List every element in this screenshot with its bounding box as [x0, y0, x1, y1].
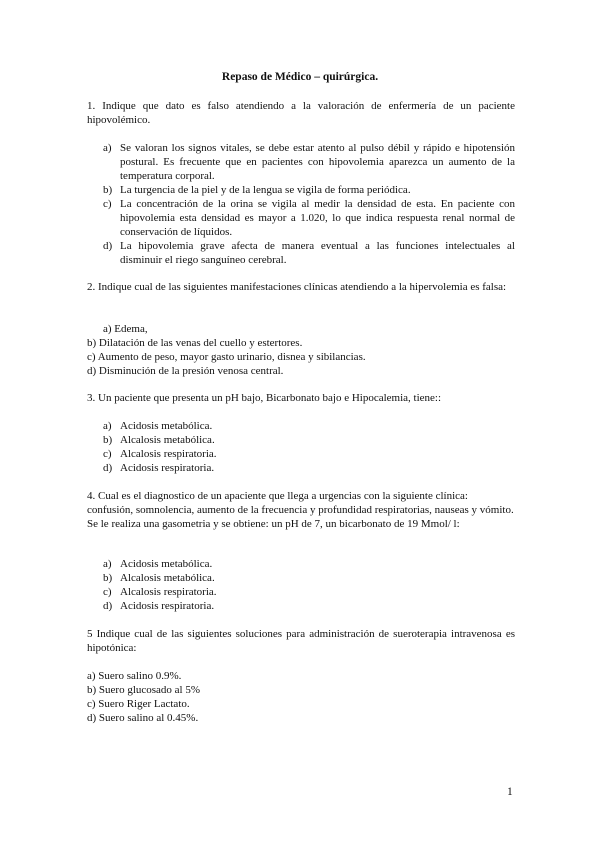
option-label: b)	[103, 572, 113, 584]
option-label: d)	[103, 240, 113, 252]
list-item: b) Dilatación de las venas del cuello y estertores.	[87, 337, 303, 349]
option-text: Acidosis metabólica.	[120, 558, 213, 570]
list-item	[87, 419, 515, 433]
option-text: Acidosis respiratoria.	[120, 600, 215, 612]
option-label: c)	[103, 198, 112, 210]
question-2-options	[87, 322, 515, 378]
question-1: 1. Indique que dato es falso atendiendo a la valoración de enfermería de un paciente hipovolémico.	[87, 100, 515, 126]
option-label: b)	[103, 184, 113, 196]
list-item	[87, 585, 515, 599]
list-item	[87, 183, 515, 197]
list-item: a) Edema,	[103, 323, 148, 335]
question-3: 3. Un paciente que presenta un pH bajo, Bicarbonato bajo e Hipocalemia, tiene::	[87, 392, 442, 404]
page-number: 1	[507, 786, 513, 798]
option-text: Acidosis metabólica.	[120, 420, 213, 432]
option-text: Alcalosis respiratoria.	[120, 586, 217, 598]
option-text: La turgencia de la piel y de la lengua se vigila de forma periódica.	[120, 184, 411, 196]
list-item	[87, 141, 515, 183]
option-label: d)	[103, 600, 113, 612]
question-1-options	[87, 141, 515, 267]
question-2: 2. Indique cual de las siguientes manifestaciones clínicas atendiendo a la hipervolemia es falsa:	[87, 281, 507, 293]
list-item	[87, 197, 515, 239]
option-text: La hipovolemia grave afecta de manera eventual a las funciones intelectuales al disminuir el riego sanguíneo cerebral.	[120, 240, 515, 266]
option-text: Alcalosis metabólica.	[120, 572, 215, 584]
list-item	[87, 239, 515, 267]
option-label: c)	[103, 586, 112, 598]
option-label: a)	[103, 420, 112, 432]
list-item: c) Aumento de peso, mayor gasto urinario, disnea y sibilancias.	[87, 351, 366, 363]
option-text: Se valoran los signos vitales, se debe estar atento al pulso débil y rápido e hipotensión postural. Es frecuente que en pacientes con hipovolemia aparezca un aumento de la temperatura corporal.	[120, 142, 515, 182]
question-4-options	[87, 557, 515, 613]
option-label: a)	[103, 558, 112, 570]
list-item	[87, 447, 515, 461]
list-item: b) Suero glucosado al 5%	[87, 684, 201, 696]
option-text: La concentración de la orina se vigila al medir la densidad de esta. En paciente con hipovolemia esta densidad es mayor a 1.020, lo que indica respuesta renal normal de conservación de líquidos.	[120, 198, 515, 238]
option-label: d)	[103, 462, 113, 474]
option-text: Alcalosis metabólica.	[120, 434, 215, 446]
document-title: Repaso de Médico – quirúrgica.	[221, 71, 379, 83]
option-text: Acidosis respiratoria.	[120, 462, 215, 474]
list-item	[87, 599, 515, 613]
question-5-options	[87, 669, 515, 725]
question-3-options	[87, 419, 515, 475]
list-item: d) Disminución de la presión venosa central.	[87, 365, 284, 377]
list-item	[87, 433, 515, 447]
question-5: 5 Indique cual de las siguientes soluciones para administración de sueroterapia intravenosa es hipotónica:	[87, 628, 515, 654]
list-item	[87, 557, 515, 571]
question-4: 4. Cual es el diagnostico de un apaciente que llega a urgencias con la siguiente clínica: confusión, somnolencia, aumento de la frecuencia y profundidad respiratorias, nauseas y vómito. Se le realiza una gasometria y se obtiene: un pH de 7, un bicarbonato de 19 Mmol/ l:	[87, 490, 514, 530]
list-item	[87, 571, 515, 585]
list-item: d) Suero salino al 0.45%.	[87, 712, 199, 724]
option-label: a)	[103, 142, 112, 154]
list-item: c) Suero Riger Lactato.	[87, 698, 190, 710]
option-label: b)	[103, 434, 113, 446]
list-item: a) Suero salino 0.9%.	[87, 670, 182, 682]
list-item	[87, 461, 515, 475]
option-label: c)	[103, 448, 112, 460]
option-text: Alcalosis respiratoria.	[120, 448, 217, 460]
